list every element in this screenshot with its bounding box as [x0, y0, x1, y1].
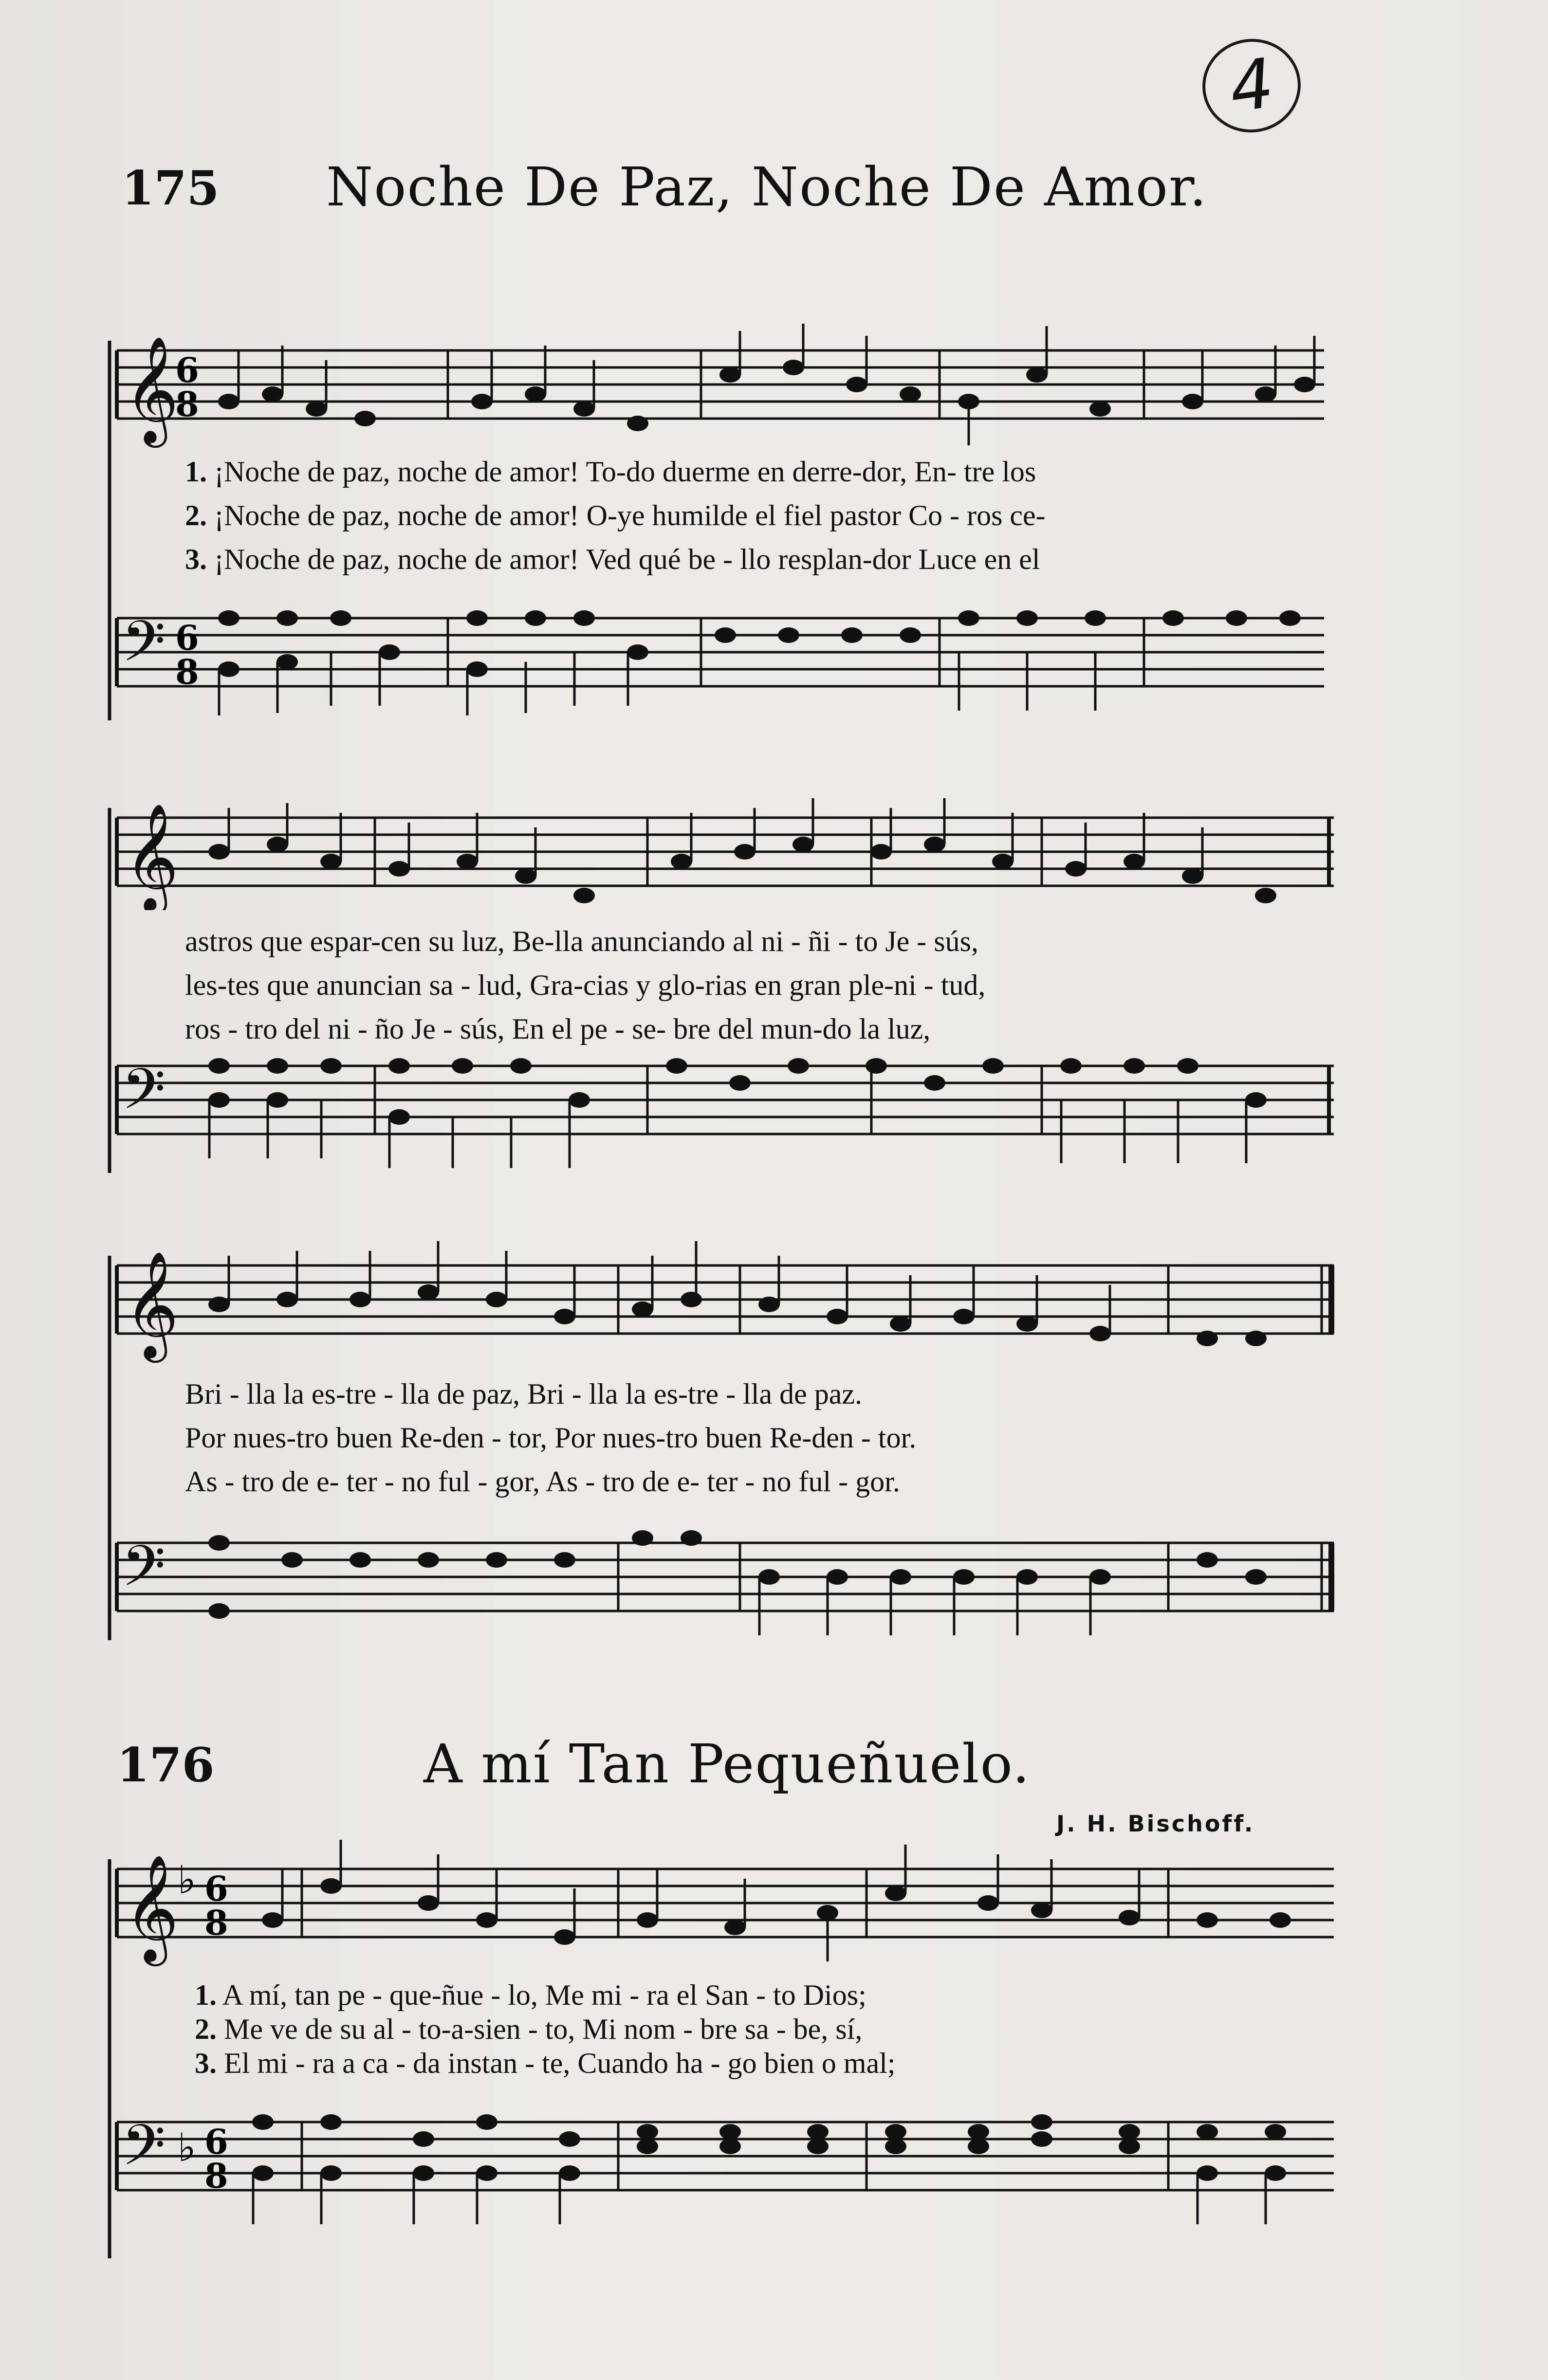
verse-line: les-tes que anuncian sa - lud, Gra-cias y glo-rias en gran ple-ni - tud,: [185, 969, 986, 1001]
svg-text:𝄞: 𝄞: [124, 1250, 179, 1358]
svg-text:6: 6: [204, 2122, 228, 2162]
svg-text:6: 6: [175, 618, 199, 658]
hymn-title: A mí Tan Pequeñuelo.: [424, 1733, 1031, 1795]
hymn-number: 175: [122, 161, 220, 216]
svg-text:𝄞: 𝄞: [124, 803, 179, 910]
svg-text:𝄢: 𝄢: [122, 2113, 166, 2192]
verse-line: 2. ¡Noche de paz, noche de amor! O-ye humilde el fiel pastor Co - ros ce-: [185, 499, 1046, 531]
composer-credit: J. H. Bischoff.: [1056, 1811, 1255, 1837]
svg-text:𝄢: 𝄢: [122, 609, 166, 688]
verse-line: 3. El mi - ra a ca - da instan - te, Cuando ha - go bien o mal;: [195, 2047, 896, 2079]
svg-text:𝄞: 𝄞: [124, 1854, 179, 1961]
svg-text:𝄞: 𝄞: [124, 335, 179, 443]
page-number-mark: 4: [1197, 33, 1307, 139]
verse-line: 1. ¡Noche de paz, noche de amor! To-do duerme en derre-dor, En- tre los: [185, 456, 1036, 488]
verse-line: Por nues-tro buen Re-den - tor, Por nues-tro buen Re-den - tor.: [185, 1422, 917, 1454]
svg-text:♭: ♭: [178, 1857, 196, 1903]
svg-text:8: 8: [204, 2156, 228, 2196]
svg-text:6: 6: [204, 1868, 228, 1909]
verse-line: 2. Me ve de su al - to-a-sien - to, Mi nom - bre sa - be, sí,: [195, 2013, 863, 2045]
svg-text:8: 8: [175, 652, 199, 692]
verse-line: 1. A mí, tan pe - que-ñue - lo, Me mi - ra el San - to Dios;: [195, 1979, 866, 2011]
svg-text:𝄢: 𝄢: [122, 1534, 166, 1613]
verse-line: Bri - lla la es-tre - lla de paz, Bri - lla la es-tre - lla de paz.: [185, 1378, 863, 1410]
verse-line: astros que espar-cen su luz, Be-lla anunciando al ni - ñi - to Je - sús,: [185, 925, 978, 957]
svg-text:8: 8: [175, 384, 199, 424]
svg-text:𝄢: 𝄢: [122, 1057, 166, 1136]
verse-line: As - tro de e- ter - no ful - gor, As - tro de e- ter - no ful - gor.: [185, 1465, 900, 1498]
verse-line: 3. ¡Noche de paz, noche de amor! Ved qué be - llo resplan-dor Luce en el: [185, 543, 1040, 575]
hymn-number: 176: [117, 1738, 215, 1793]
svg-text:8: 8: [204, 1903, 228, 1943]
svg-text:♭: ♭: [178, 2125, 196, 2170]
verse-line: ros - tro del ni - ño Je - sús, En el pe - se- bre del mun-do la luz,: [185, 1013, 931, 1045]
hymn-title: Noche De Paz, Noche De Amor.: [326, 156, 1208, 218]
svg-text:6: 6: [175, 350, 199, 390]
